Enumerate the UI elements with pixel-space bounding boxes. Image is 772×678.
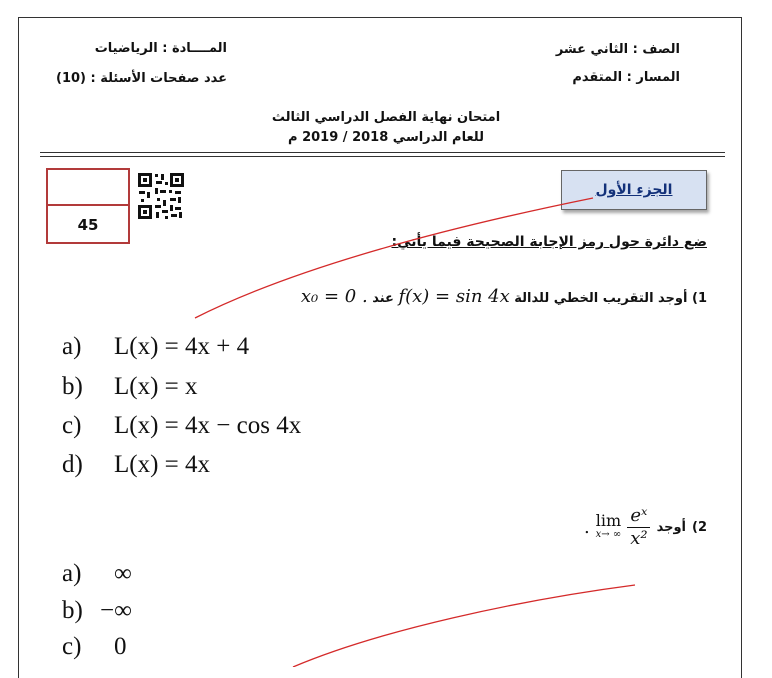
- option-label: a): [62, 333, 82, 360]
- pages-label: عدد صفحات الأسئلة : (10): [56, 71, 228, 86]
- q1-number: 1): [692, 291, 707, 306]
- option-expression: −∞: [100, 597, 132, 624]
- q1-point: x₀ = 0 .: [300, 286, 368, 307]
- q2-number: 2): [692, 520, 707, 535]
- pen-stroke-lower: [293, 585, 635, 667]
- q1-text: أوجد التقريب الخطي للدالة: [514, 291, 688, 306]
- exam-title: امتحان نهاية الفصل الدراسي الثالث: [271, 110, 501, 125]
- option-label: b): [62, 373, 83, 400]
- option-expression: L(x) = 4x: [114, 451, 211, 478]
- q2-text: أوجد: [656, 520, 686, 535]
- subject-label: المــــادة : الرياضيات: [94, 41, 228, 56]
- q2-numerator: eˣ: [627, 505, 650, 528]
- option-label: d): [62, 451, 83, 478]
- score-value: 45: [77, 216, 99, 234]
- option-expression: ∞: [114, 560, 132, 587]
- q2-denominator: x²: [630, 528, 648, 549]
- option-label: a): [62, 560, 82, 587]
- option-expression: L(x) = 4x + 4: [114, 333, 250, 360]
- track-label: المسار : المتقدم: [572, 70, 680, 85]
- option-expression: L(x) = 4x − cos 4x: [114, 412, 302, 439]
- pen-stroke-upper: [195, 198, 593, 318]
- q2-lim-sub: x→ ∞: [595, 528, 622, 540]
- option-label: b): [62, 597, 83, 624]
- grade-label: الصف : الثاني عشر: [555, 42, 680, 57]
- option-expression: 0: [114, 633, 127, 660]
- exam-year: للعام الدراسي 2018 / 2019 م: [288, 130, 484, 145]
- q2-lim-word: lim: [595, 510, 622, 530]
- q2-dot: .: [583, 517, 590, 538]
- option-expression: L(x) = x: [114, 373, 198, 400]
- option-label: c): [62, 633, 82, 660]
- q1-at-word: عند: [372, 291, 394, 306]
- part-one-label: الجزء الأول: [561, 170, 707, 210]
- instruction-text: ضع دائرة حول رمز الإجابة الصحيحة فيما يأتي:: [391, 234, 707, 250]
- option-label: c): [62, 412, 82, 439]
- q1-function: f(x) = sin 4x: [398, 286, 510, 307]
